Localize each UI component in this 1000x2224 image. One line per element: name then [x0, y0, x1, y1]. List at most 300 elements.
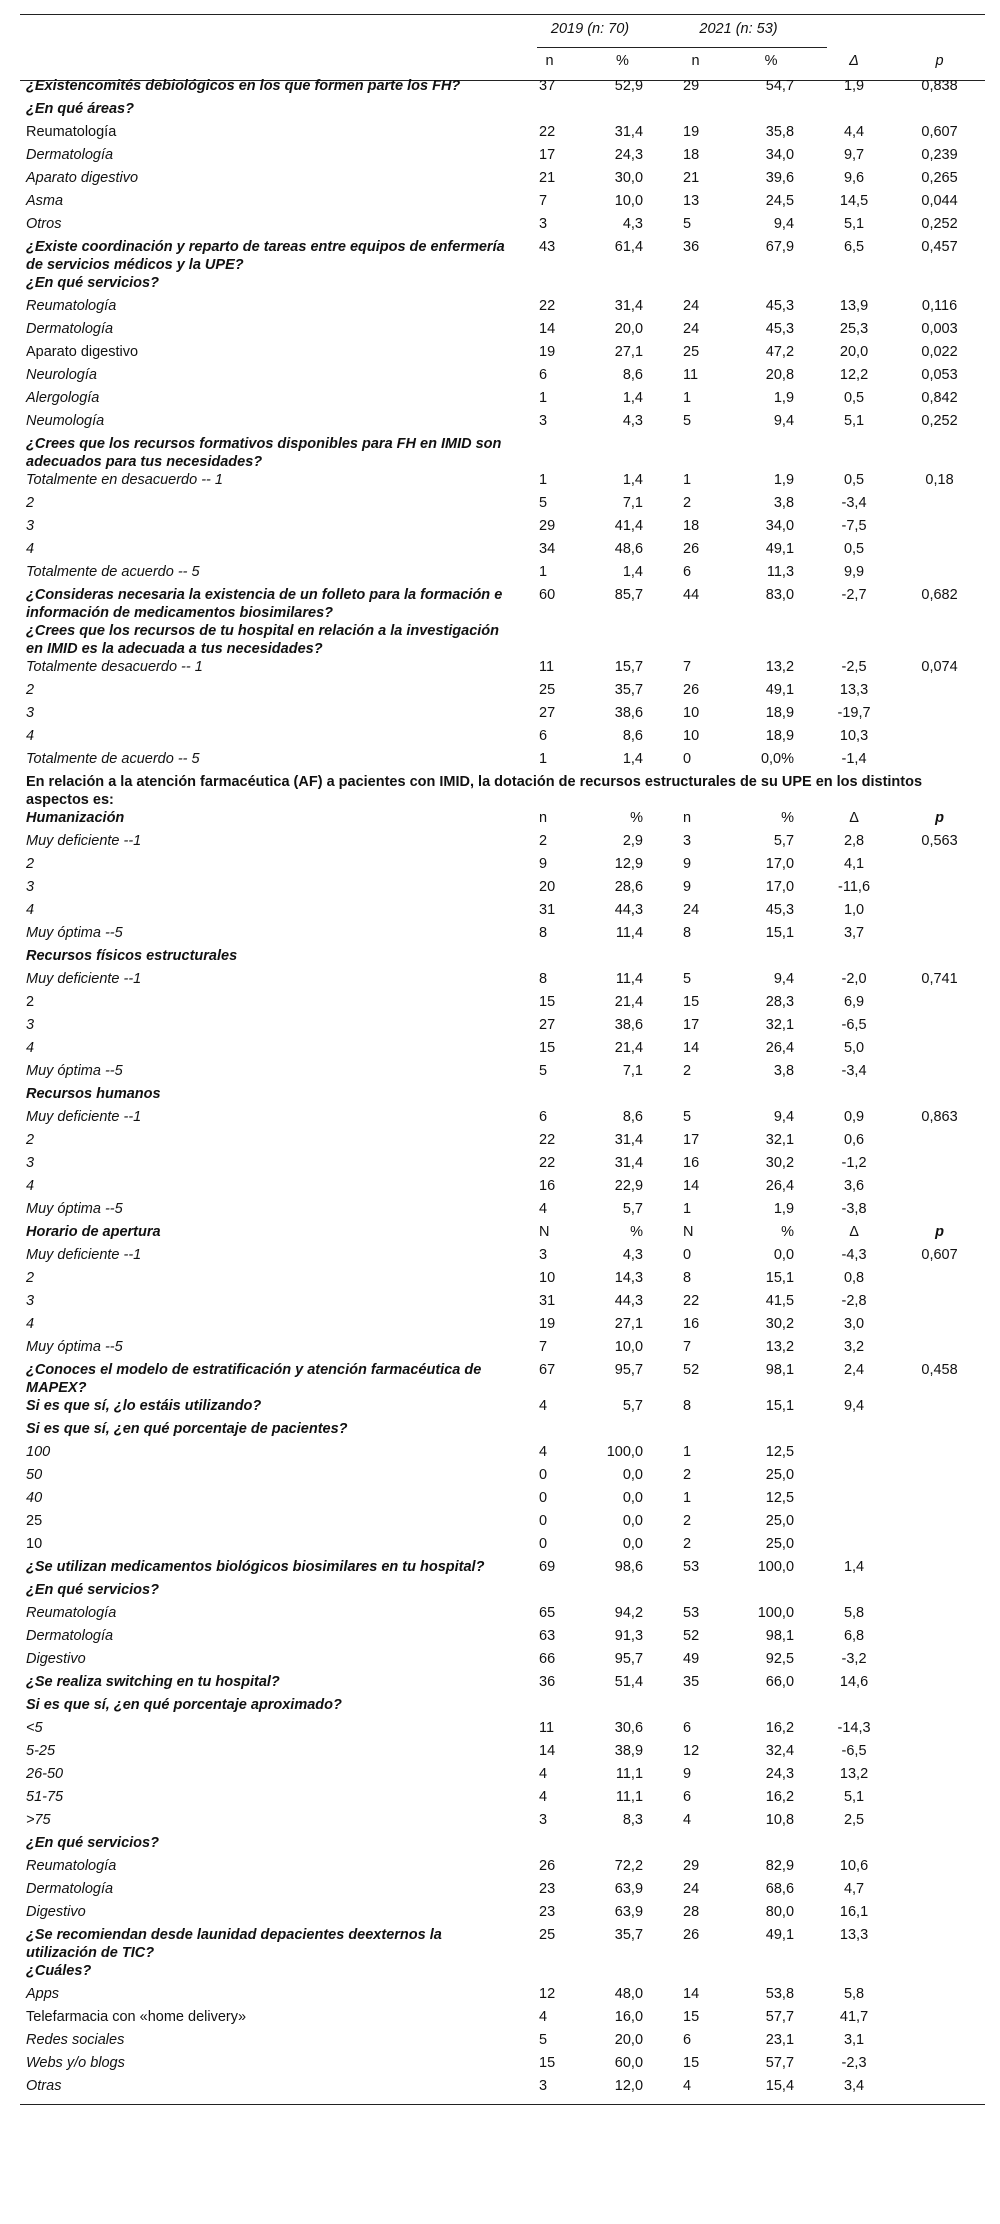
cell-delta: 9,9	[843, 564, 865, 580]
cell-pct-2021: %	[781, 810, 795, 826]
cell-pct-2021	[728, 1696, 814, 1719]
cell-delta: 14,5	[839, 193, 869, 209]
cell-p-value: 0,838	[921, 78, 958, 94]
row-label: 2	[26, 856, 35, 872]
cell-pct-2019: 0,0	[622, 1536, 644, 1552]
cell-pct-2021: 1,9	[773, 390, 795, 406]
cell-n-2019	[517, 435, 582, 471]
table-row	[20, 435, 985, 471]
row-label: Aparato digestivo	[26, 344, 139, 360]
row-label: 10	[26, 1536, 43, 1552]
table-row	[20, 727, 985, 750]
cell-n-2021: 11	[683, 367, 699, 383]
row-label: ¿En qué servicios?	[26, 275, 159, 291]
cell-p-value	[894, 2077, 985, 2100]
cell-n-2021: 17	[683, 1017, 700, 1033]
cell-n-2021: 9	[683, 879, 692, 895]
table-row	[20, 169, 985, 192]
table-row	[20, 1062, 985, 1085]
cell-p-value: 0,607	[921, 124, 958, 140]
cell-n-2021: 6	[683, 2032, 692, 2048]
row-label: 3	[26, 1293, 35, 1309]
cell-pct-2021: 30,2	[765, 1316, 795, 1332]
cell-n-2019	[517, 1834, 582, 1857]
cell-pct-2021: 80,0	[765, 1904, 795, 1920]
cell-n-2021: 25	[683, 344, 700, 360]
cell-pct-2021: 24,3	[765, 1766, 795, 1782]
cell-n-2019: 0	[539, 1536, 548, 1552]
cell-pct-2019: 51,4	[614, 1674, 644, 1690]
cell-n-2019	[517, 1420, 582, 1443]
cell-pct-2021: 35,8	[765, 124, 795, 140]
cell-delta: 5,1	[843, 216, 865, 232]
cell-pct-2019: 4,3	[622, 1247, 644, 1263]
table-row	[20, 192, 985, 215]
cell-n-2021: 15	[683, 2009, 700, 2025]
cell-pct-2019: 31,4	[614, 298, 644, 314]
cell-pct-2019: 14,3	[614, 1270, 644, 1286]
cell-n-2021: 29	[683, 78, 700, 94]
cell-pct-2021: 3,8	[773, 495, 795, 511]
cell-p-value	[894, 1880, 985, 1903]
table-row	[20, 1489, 985, 1512]
cell-n-2019: 1	[539, 564, 548, 580]
table-row	[20, 1512, 985, 1535]
cell-n-2019: 3	[539, 2078, 548, 2094]
cell-pct-2019	[582, 622, 663, 658]
row-label: Dermatología	[26, 147, 114, 163]
cell-n-2019: 5	[539, 495, 548, 511]
cell-pct-2019: 100,0	[606, 1444, 644, 1460]
table-row	[20, 215, 985, 238]
cell-pct-2019: 8,3	[622, 1812, 644, 1828]
cell-pct-2021: 45,3	[765, 321, 795, 337]
cell-n-2021: 15	[683, 2055, 700, 2071]
cell-n-2019: 17	[539, 147, 556, 163]
table-row	[20, 1719, 985, 1742]
cell-pct-2019	[582, 100, 663, 123]
row-label: 3	[26, 705, 35, 721]
cell-n-2021: 53	[683, 1605, 700, 1621]
cell-n-2019: N	[539, 1224, 550, 1240]
cell-n-2019	[517, 947, 582, 970]
cell-pct-2021: 34,0	[765, 147, 795, 163]
group-2021-header: 2021 (n: 53)	[699, 21, 778, 37]
cell-pct-2019: 35,7	[614, 682, 644, 698]
table-row	[20, 1604, 985, 1627]
cell-pct-2019: 15,7	[614, 659, 644, 675]
table-row	[20, 540, 985, 563]
cell-pct-2021: 26,4	[765, 1178, 795, 1194]
row-label: ¿Se realiza switching en tu hospital?	[26, 1674, 280, 1690]
cell-pct-2021: 66,0	[765, 1674, 795, 1690]
cell-n-2019: 0	[539, 1467, 548, 1483]
cell-n-2019: 1	[539, 751, 548, 767]
cell-n-2019: 5	[539, 2032, 548, 2048]
cell-p-value	[894, 727, 985, 750]
cell-pct-2021: 100,0	[757, 1605, 795, 1621]
cell-p-value: 0,563	[921, 833, 958, 849]
cell-n-2021: 24	[683, 321, 700, 337]
cell-delta: -3,4	[841, 495, 867, 511]
cell-n-2019: 3	[539, 1247, 548, 1263]
cell-pct-2021: 92,5	[765, 1651, 795, 1667]
table-row	[20, 1466, 985, 1489]
cell-n-2021: 14	[683, 1040, 700, 1056]
cell-n-2019: 67	[539, 1362, 556, 1378]
group-2019-header: 2019 (n: 70)	[550, 21, 630, 37]
cell-p-value: 0,252	[921, 216, 958, 232]
cell-n-2021	[663, 274, 728, 297]
cell-delta	[814, 1420, 894, 1443]
cell-delta: 9,4	[843, 1398, 865, 1414]
cell-n-2019: 37	[539, 78, 556, 94]
cell-n-2019	[517, 100, 582, 123]
cell-n-2019: 9	[539, 856, 548, 872]
cell-pct-2021: 45,3	[765, 298, 795, 314]
cell-n-2021: n	[683, 810, 692, 826]
cell-pct-2019: 12,9	[614, 856, 644, 872]
cell-n-2021: 53	[683, 1559, 700, 1575]
cell-pct-2019: 21,4	[614, 994, 644, 1010]
row-label: Muy deficiente --1	[26, 971, 142, 987]
row-label: 3	[26, 1017, 35, 1033]
cell-p-value	[894, 1558, 985, 1581]
cell-pct-2019: 41,4	[614, 518, 644, 534]
table-body	[20, 77, 985, 2100]
table-row	[20, 681, 985, 704]
cell-delta: 14,6	[839, 1674, 869, 1690]
header-blank	[20, 44, 517, 77]
cell-p-value	[894, 750, 985, 773]
cell-delta	[814, 1962, 894, 1985]
row-label: 25	[26, 1513, 43, 1529]
cell-pct-2019: 91,3	[614, 1628, 644, 1644]
cell-n-2019	[517, 1581, 582, 1604]
cell-delta	[814, 1489, 894, 1512]
cell-n-2019	[517, 274, 582, 297]
cell-n-2021: 26	[683, 541, 700, 557]
cell-n-2021: 6	[683, 1720, 692, 1736]
cell-n-2019: 34	[539, 541, 556, 557]
cell-n-2021: 26	[683, 682, 700, 698]
cell-n-2021	[663, 1834, 728, 1857]
cell-n-2019: 15	[539, 994, 556, 1010]
cell-n-2019: 16	[539, 1178, 556, 1194]
table-row	[20, 1535, 985, 1558]
cell-delta: -2,5	[841, 659, 867, 675]
cell-delta: 9,7	[843, 147, 865, 163]
cell-pct-2019: 44,3	[614, 1293, 644, 1309]
row-label: Muy óptima --5	[26, 925, 123, 941]
cell-pct-2021: 26,4	[765, 1040, 795, 1056]
cell-n-2021: 4	[683, 2078, 692, 2094]
row-label: 5-25	[26, 1743, 56, 1759]
row-label: Dermatología	[26, 321, 114, 337]
cell-pct-2021: 17,0	[765, 879, 795, 895]
cell-pct-2019: 60,0	[614, 2055, 644, 2071]
table-row	[20, 1650, 985, 1673]
table-row	[20, 1696, 985, 1719]
cell-p-value	[894, 1420, 985, 1443]
row-label: ¿Se utilizan medicamentos biológicos biosimilares en tu hospital?	[26, 1559, 485, 1575]
cell-delta: -1,2	[841, 1155, 867, 1171]
cell-pct-2019	[582, 1581, 663, 1604]
cell-pct-2019: 12,0	[614, 2078, 644, 2094]
cell-pct-2019: 38,6	[614, 705, 644, 721]
cell-p-value	[894, 878, 985, 901]
cell-pct-2019: 48,6	[614, 541, 644, 557]
cell-delta: Δ	[849, 810, 859, 826]
table-row	[20, 1788, 985, 1811]
cell-delta: 12,2	[839, 367, 869, 383]
cell-n-2019: 2	[539, 833, 548, 849]
col-header-p: p	[935, 52, 944, 69]
cell-n-2021: 1	[683, 472, 692, 488]
cell-p-value: 0,18	[925, 472, 954, 488]
cell-pct-2019: 4,3	[622, 413, 644, 429]
cell-p-value: 0,682	[921, 587, 958, 603]
cell-p-value: 0,053	[921, 367, 958, 383]
row-label: Neumología	[26, 413, 105, 429]
table-row	[20, 297, 985, 320]
cell-p-value	[894, 1857, 985, 1880]
cell-delta: -6,5	[841, 1743, 867, 1759]
table-row	[20, 1926, 985, 1962]
row-label: 26-50	[26, 1766, 64, 1782]
cell-p-value	[894, 1604, 985, 1627]
table-row	[20, 389, 985, 412]
cell-n-2019: 0	[539, 1490, 548, 1506]
cell-pct-2019: 38,6	[614, 1017, 644, 1033]
table-row	[20, 1269, 985, 1292]
table-row	[20, 1246, 985, 1269]
cell-n-2021: 8	[683, 925, 692, 941]
cell-pct-2019	[582, 1834, 663, 1857]
cell-pct-2021: 17,0	[765, 856, 795, 872]
cell-n-2021: 9	[683, 1766, 692, 1782]
row-label: Asma	[26, 193, 64, 209]
cell-n-2019: 4	[539, 1789, 548, 1805]
cell-p-value	[894, 1581, 985, 1604]
table-row	[20, 1338, 985, 1361]
cell-pct-2021: 15,1	[765, 1270, 795, 1286]
cell-delta: 0,9	[843, 1109, 865, 1125]
cell-n-2019: 23	[539, 1881, 556, 1897]
cell-p-value: 0,074	[921, 659, 958, 675]
cell-delta: -2,3	[841, 2055, 867, 2071]
cell-n-2021: 0	[683, 751, 692, 767]
table-row	[20, 1857, 985, 1880]
cell-pct-2019: %	[630, 810, 644, 826]
cell-delta: 13,3	[839, 682, 869, 698]
cell-p-value: 0,022	[921, 344, 958, 360]
row-label: Recursos físicos estructurales	[26, 948, 238, 964]
row-label: Dermatología	[26, 1881, 114, 1897]
row-label: ¿Cuáles?	[26, 1963, 92, 1979]
table-row	[20, 2008, 985, 2031]
table-row	[20, 1903, 985, 1926]
cell-pct-2019: 31,4	[614, 1132, 644, 1148]
cell-pct-2019: 31,4	[614, 1155, 644, 1171]
row-label: Reumatología	[26, 298, 117, 314]
cell-pct-2019: 0,0	[622, 1467, 644, 1483]
cell-p-value	[894, 1765, 985, 1788]
cell-p-value	[894, 1200, 985, 1223]
row-label: Humanización	[26, 810, 125, 826]
table-row	[20, 123, 985, 146]
row-label: Muy deficiente --1	[26, 1109, 142, 1125]
cell-delta: -7,5	[841, 518, 867, 534]
cell-n-2021: 7	[683, 659, 692, 675]
row-label: 50	[26, 1467, 43, 1483]
table-row	[20, 1223, 985, 1246]
cell-delta	[814, 947, 894, 970]
table-row	[20, 704, 985, 727]
cell-delta: 0,8	[843, 1270, 865, 1286]
cell-n-2019: 25	[539, 682, 556, 698]
cell-pct-2021: 49,1	[765, 682, 795, 698]
cell-n-2019: 1	[539, 472, 548, 488]
table-row	[20, 146, 985, 169]
col-header-pct-2019: %	[616, 52, 629, 69]
cell-pct-2019: 28,6	[614, 879, 644, 895]
row-label: 3	[26, 518, 35, 534]
row-label: 2	[26, 1270, 35, 1286]
cell-n-2019: 27	[539, 705, 556, 721]
cell-pct-2019: 7,1	[622, 1063, 644, 1079]
cell-pct-2021: 13,2	[765, 1339, 795, 1355]
cell-n-2021: 6	[683, 564, 692, 580]
table-row	[20, 1880, 985, 1903]
cell-pct-2021: 16,2	[765, 1720, 795, 1736]
cell-delta	[814, 435, 894, 471]
cell-n-2019: 12	[539, 1986, 556, 2002]
cell-pct-2019	[582, 274, 663, 297]
cell-p-value	[894, 1397, 985, 1420]
cell-p-value: 0,044	[921, 193, 958, 209]
cell-delta: 5,8	[843, 1605, 865, 1621]
cell-p-value	[894, 855, 985, 878]
table-row	[20, 658, 985, 681]
table-row	[20, 1108, 985, 1131]
cell-n-2019: 6	[539, 1109, 548, 1125]
table-row	[20, 1315, 985, 1338]
row-label: 4	[26, 1316, 35, 1332]
cell-p-value	[894, 563, 985, 586]
cell-p-value	[894, 100, 985, 123]
cell-pct-2021: 25,0	[765, 1536, 795, 1552]
cell-delta: 3,6	[843, 1178, 865, 1194]
row-label: ¿Existe coordinación y reparto de tareas entre equipos de enfermería de servicios médicos y la UPE?	[26, 239, 505, 273]
cell-pct-2019	[582, 1696, 663, 1719]
cell-pct-2021: 12,5	[765, 1490, 795, 1506]
cell-delta: 6,5	[843, 239, 865, 255]
cell-p-value	[894, 2031, 985, 2054]
cell-n-2021: 8	[683, 1398, 692, 1414]
row-label: Neurología	[26, 367, 97, 383]
header-blank	[894, 14, 985, 44]
row-label: Telefarmacia con «home delivery»	[26, 2009, 247, 2025]
cell-pct-2021: 82,9	[765, 1858, 795, 1874]
cell-pct-2019: 7,1	[622, 495, 644, 511]
table-row	[20, 471, 985, 494]
cell-p-value	[894, 947, 985, 970]
cell-n-2021: 8	[683, 1270, 692, 1286]
cell-n-2019: 8	[539, 925, 548, 941]
cell-n-2019: 4	[539, 1766, 548, 1782]
row-label: Digestivo	[26, 1904, 86, 1920]
cell-pct-2021: 41,5	[765, 1293, 795, 1309]
cell-n-2019: 22	[539, 124, 556, 140]
cell-delta: 4,7	[843, 1881, 865, 1897]
table-row	[20, 1154, 985, 1177]
cell-pct-2019: 0,0	[622, 1490, 644, 1506]
cell-n-2019: 8	[539, 971, 548, 987]
cell-pct-2019: 52,9	[614, 78, 644, 94]
cell-n-2019: 5	[539, 1063, 548, 1079]
row-label: 4	[26, 541, 35, 557]
cell-pct-2021: 28,3	[765, 994, 795, 1010]
row-label: ¿Conoces el modelo de estratificación y atención farmacéutica de MAPEX?	[26, 1362, 482, 1396]
cell-n-2021: 1	[683, 1490, 692, 1506]
cell-pct-2021: 15,4	[765, 2078, 795, 2094]
table-row	[20, 1085, 985, 1108]
cell-delta	[814, 1085, 894, 1108]
cell-n-2021: 15	[683, 994, 700, 1010]
cell-pct-2021: 20,8	[765, 367, 795, 383]
row-label: 4	[26, 1178, 35, 1194]
cell-pct-2019: 20,0	[614, 321, 644, 337]
cell-pct-2019: 16,0	[614, 2009, 644, 2025]
row-label: Otras	[26, 2078, 62, 2094]
cell-pct-2019	[582, 947, 663, 970]
cell-n-2019: 6	[539, 367, 548, 383]
cell-n-2019: 4	[539, 1398, 548, 1414]
cell-pct-2019	[582, 1420, 663, 1443]
row-label: ¿En qué servicios?	[26, 1582, 159, 1598]
cell-pct-2021: 98,1	[765, 1628, 795, 1644]
header-blank	[20, 14, 517, 44]
results-table	[20, 14, 985, 2100]
cell-n-2019: 66	[539, 1651, 556, 1667]
cell-n-2021: 2	[683, 1536, 692, 1552]
row-label: <5	[26, 1720, 43, 1736]
cell-n-2021: 2	[683, 1063, 692, 1079]
cell-n-2019: 10	[539, 1270, 556, 1286]
table-row	[20, 1985, 985, 2008]
cell-p-value: 0,863	[921, 1109, 958, 1125]
cell-pct-2019: 24,3	[614, 147, 644, 163]
cell-p-value: 0,265	[921, 170, 958, 186]
cell-p-value	[894, 681, 985, 704]
cell-pct-2019: 27,1	[614, 1316, 644, 1332]
table-row	[20, 320, 985, 343]
cell-pct-2021: 13,2	[765, 659, 795, 675]
cell-n-2019	[517, 1696, 582, 1719]
cell-n-2019: 3	[539, 216, 548, 232]
cell-pct-2021	[728, 947, 814, 970]
cell-n-2019: 25	[539, 1927, 556, 1943]
cell-n-2019: 26	[539, 1858, 556, 1874]
row-label: 2	[26, 495, 35, 511]
cell-pct-2019: 95,7	[614, 1651, 644, 1667]
cell-p-value	[894, 1466, 985, 1489]
table-row	[20, 1443, 985, 1466]
cell-pct-2021: 9,4	[773, 971, 795, 987]
cell-n-2019: 19	[539, 344, 556, 360]
table-row	[20, 1962, 985, 1985]
